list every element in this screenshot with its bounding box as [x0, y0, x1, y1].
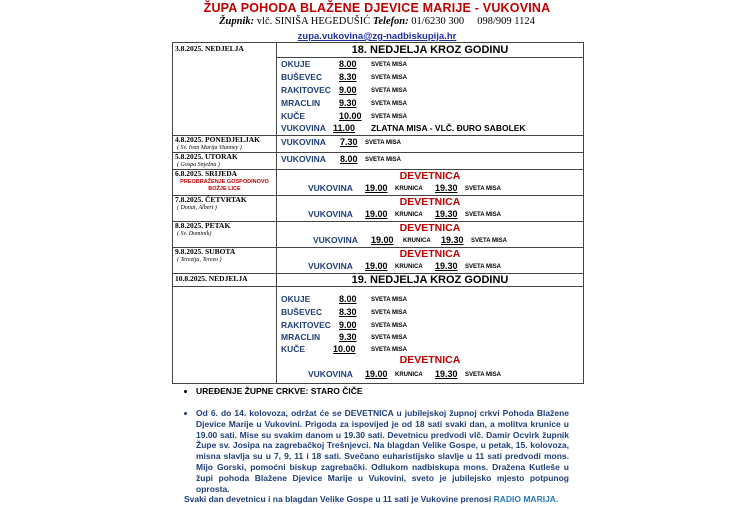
mass-time: 11.00: [333, 123, 356, 133]
mass-time: 8.30: [339, 307, 357, 317]
sunday-heading: 19. NEDJELJA KROZ GODINU: [351, 274, 509, 286]
mass-place: BUŠEVEC: [281, 72, 323, 82]
notes-devetnica: [184, 408, 569, 505]
mass-time: 8.00: [339, 294, 357, 304]
mass-time: 9.30: [339, 98, 357, 108]
golden-mass-note: ZLATNA MISA - VLČ. ĐURO SABOLEK: [371, 123, 526, 133]
mass-time: 9.30: [339, 332, 357, 342]
row-saint: ( Sv. Dominik): [177, 231, 212, 237]
row-date: 6.8.2025. SRIJEDA: [175, 169, 238, 178]
mass-kind: SVETA MISA: [365, 140, 402, 146]
mass-time: 10.00: [339, 111, 362, 121]
mass-kind: SVETA MISA: [371, 114, 408, 120]
mass-place: VUKOVINA: [308, 369, 353, 379]
rosary-time: 19.00: [371, 235, 394, 245]
rosary-label: KRUNICA: [395, 264, 423, 270]
note-devetnica: • Od 6. do 14. kolovoza, održat će se DEVETNICA u jubilejskoj župnoj crkvi Pohoda Blažene Djevice Marije u Vukovini. Prigoda za ispovijed je od 18 sati svaki dan, a molitva krunice u 19.00 sati. Mise su svakim danom u 19.30 sati. Devetnicu predvodi vlč. Damir Ocvirk župnik Župe sv. Josipa na zagrebačkoj Trešnjevci. Na blagdan Velike Gospe, u petak, 15. kolovoza, misna slavlja su u 7, 9, 11 i 18 sati. Svečano euharistijsko slavlje u 11 sati predvodi mons. Mijo Gorski, pomoćni biskup zagrebački. Odlukom nadbiskupa mons. Dražena Kutleše u župi pohoda Blažene Djevice Marije u Vukovini, sveto je jubilejsko mjesto potpunog oprosta.: [196, 408, 569, 494]
mass-time: 7.30: [340, 137, 358, 147]
pastor-name: vlč. SINIŠA HEGEDUŠIĆ: [256, 16, 371, 27]
parish-contact-line: [172, 16, 582, 27]
table-row-sunday-19: [173, 273, 583, 286]
row-saint: ( Terezija, Terezo ): [177, 257, 222, 263]
row-date: 9.8.2025. SUBOTA: [175, 247, 236, 256]
row-saint: ( Gospa Snježna ): [177, 162, 220, 168]
mass-kind: SVETA MISA: [465, 212, 502, 218]
rosary-time: 19.00: [365, 183, 388, 193]
mass-time: 8.00: [339, 59, 357, 69]
mass-kind: SVETA MISA: [371, 347, 408, 353]
mass-place: VUKOVINA: [281, 154, 326, 164]
rosary-time: 19.00: [365, 369, 388, 379]
mass-kind: SVETA MISA: [371, 310, 408, 316]
mass-kind: SVETA MISA: [371, 323, 408, 329]
mass-time: 19.30: [435, 261, 458, 271]
mass-place: OKUJE: [281, 294, 311, 304]
mass-kind: SVETA MISA: [465, 264, 502, 270]
pastor-label: Župnik:: [219, 16, 255, 27]
mass-place: VUKOVINA: [308, 261, 353, 271]
sunday-19-masses: [172, 286, 584, 384]
devetnica-heading: DEVETNICA: [399, 170, 461, 182]
mass-time: 19.30: [435, 209, 458, 219]
mass-place: KUČE: [281, 111, 306, 121]
rosary-label: KRUNICA: [395, 212, 423, 218]
mass-time: 8.00: [340, 154, 358, 164]
mass-place: MRACLIN: [281, 332, 321, 342]
note-church-cleaning: • UREĐENJE ŽUPNE CRKVE: STARO ČIČE: [196, 386, 576, 397]
mass-kind: SVETA MISA: [371, 75, 408, 81]
mass-kind: SVETA MISA: [371, 62, 408, 68]
devetnica-heading: DEVETNICA: [399, 222, 461, 234]
devetnica-heading: DEVETNICA: [399, 354, 461, 366]
mass-place: MRACLIN: [281, 98, 321, 108]
bulletin-page: [172, 0, 582, 505]
row-feast: PREOBRAŽENJE GOSPODINOVO BOŽJE LICE: [180, 179, 269, 192]
mass-kind: SVETA MISA: [371, 101, 408, 107]
mass-kind: SVETA MISA: [371, 297, 408, 303]
mass-time: 9.00: [339, 85, 357, 95]
mass-time: 19.30: [441, 235, 464, 245]
mass-place: VUKOVINA: [313, 235, 358, 245]
row-date: 4.8.2025. PONEDJELJAK: [175, 135, 261, 144]
row-date: 7.8.2025. ČETVRTAK: [175, 195, 247, 204]
devetnica-heading: DEVETNICA: [399, 248, 461, 260]
email-link[interactable]: zupa.vukovina@zg-nadbiskupija.hr: [297, 31, 457, 42]
row-date: 10.8.2025. NEDJELJA: [175, 274, 248, 283]
mass-time: 10.00: [333, 344, 356, 354]
mass-time: 19.30: [435, 369, 458, 379]
table-row-tuesday: [173, 152, 583, 170]
sunday-heading: 18. NEDJELJA KROZ GODINU: [277, 43, 583, 58]
mass-place: VUKOVINA: [308, 183, 353, 193]
radio-marija-link[interactable]: RADIO MARIJA.: [493, 494, 559, 505]
devetnica-heading: DEVETNICA: [399, 196, 461, 208]
phone-label: Telefon:: [372, 16, 409, 27]
note-radio: Svaki dan devetnicu i na blagdan Velike Gospe u 11 sati je Vukovine prenosi RADIO MARIJA.: [184, 494, 559, 505]
phone-values: 01/6230 300 098/909 1124: [411, 16, 535, 27]
row-date: 5.8.2025. UTORAK: [175, 152, 238, 161]
mass-kind: SVETA MISA: [471, 238, 508, 244]
row-saint: ( Sv. Ivan Marija Vianney ): [177, 145, 242, 151]
row-date: 3.8.2025. NEDJELJA: [175, 44, 244, 53]
mass-kind: SVETA MISA: [371, 335, 408, 341]
mass-place: OKUJE: [281, 59, 311, 69]
mass-kind: SVETA MISA: [365, 157, 402, 163]
rosary-label: KRUNICA: [395, 372, 423, 378]
mass-time: 19.30: [435, 183, 458, 193]
rosary-label: KRUNICA: [403, 238, 431, 244]
table-row-monday: [173, 135, 583, 153]
row-saint: ( Donat, Albert ): [177, 205, 217, 211]
mass-place: BUŠEVEC: [281, 307, 323, 317]
mass-kind: SVETA MISA: [465, 372, 502, 378]
notes-section: [184, 386, 576, 398]
table-row-saturday: [173, 247, 583, 274]
schedule-table: [172, 42, 584, 287]
table-row-friday: [173, 221, 583, 248]
mass-place: VUKOVINA: [281, 137, 326, 147]
mass-time: 9.00: [339, 320, 357, 330]
mass-place: KUČE: [281, 344, 306, 354]
mass-place: RAKITOVEC: [281, 85, 331, 95]
table-row-thursday: [173, 195, 583, 222]
mass-kind: SVETA MISA: [465, 186, 502, 192]
table-row-wednesday: [173, 169, 583, 196]
mass-place: VUKOVINA: [308, 209, 353, 219]
parish-title: ŽUPA POHODA BLAŽENE DJEVICE MARIJE - VUKOVINA: [203, 1, 551, 15]
table-row-sunday-18: [173, 43, 583, 136]
mass-place: VUKOVINA: [281, 123, 326, 133]
mass-kind: SVETA MISA: [371, 88, 408, 94]
rosary-time: 19.00: [365, 261, 388, 271]
rosary-time: 19.00: [365, 209, 388, 219]
rosary-label: KRUNICA: [395, 186, 423, 192]
mass-time: 8.30: [339, 72, 357, 82]
row-date: 8.8.2025. PETAK: [175, 221, 231, 230]
mass-place: RAKITOVEC: [281, 320, 331, 330]
